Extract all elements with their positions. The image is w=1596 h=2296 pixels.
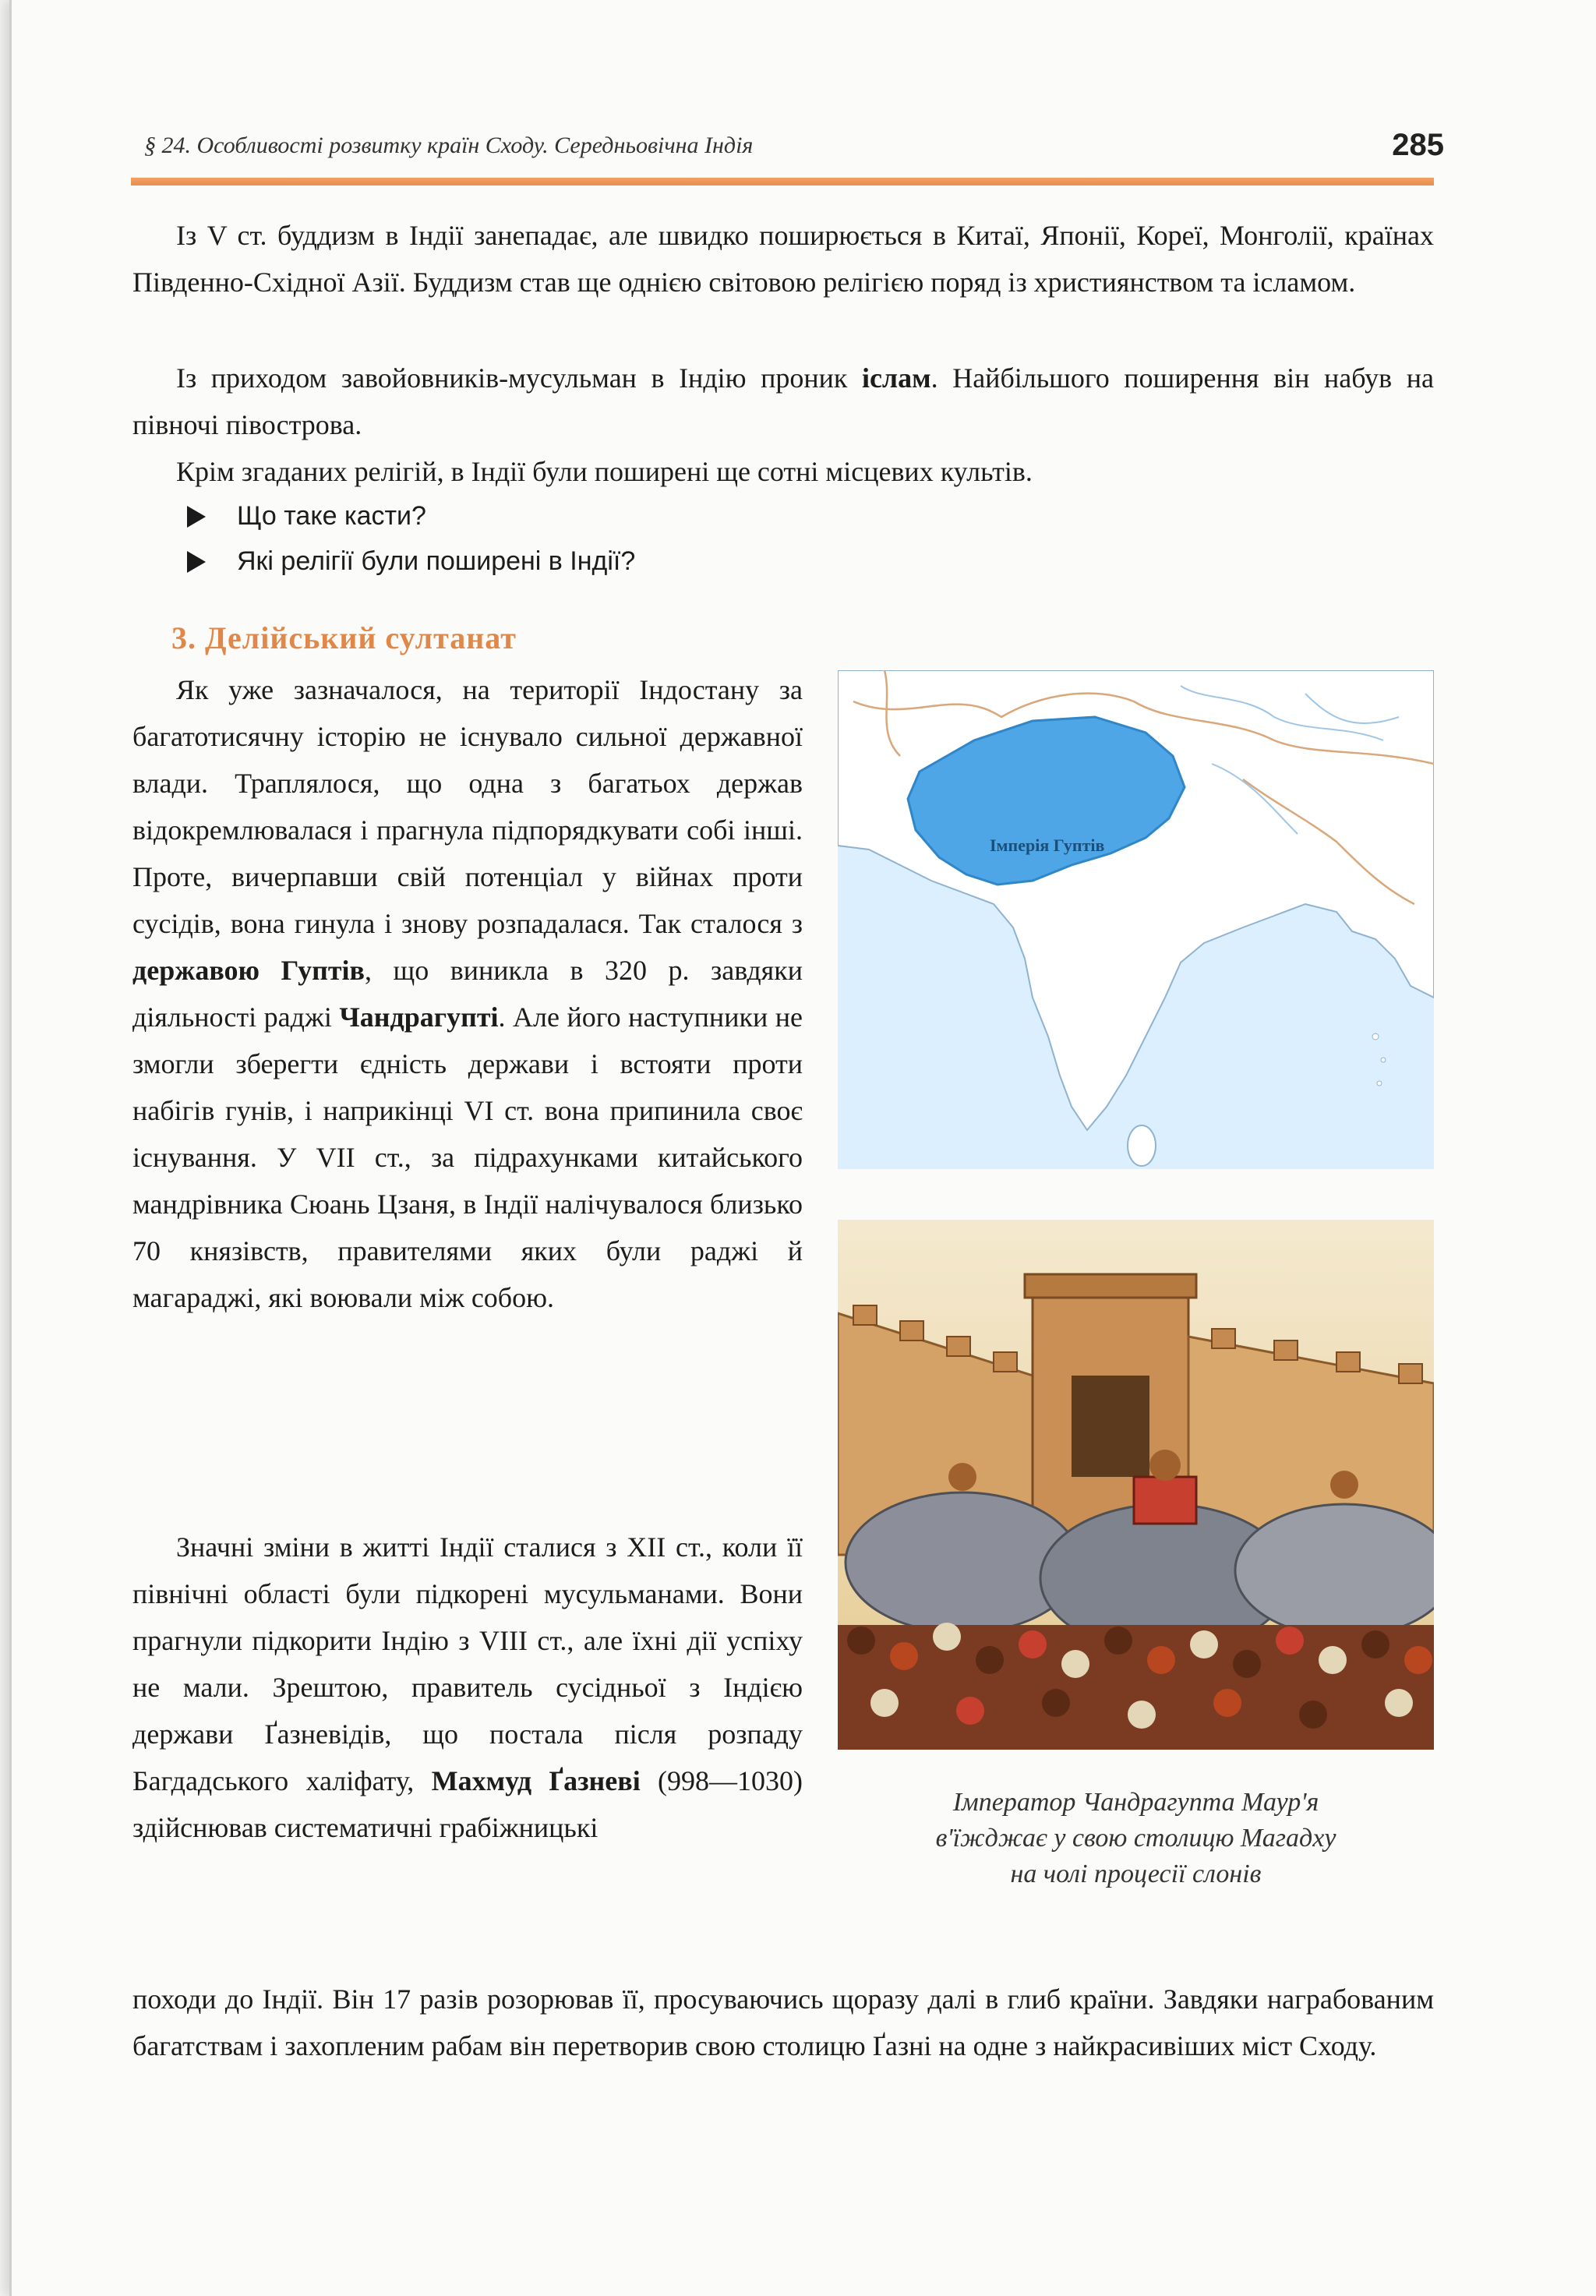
caption-line: в'їжджає у свою столицю Магадху bbox=[935, 1824, 1336, 1853]
rider bbox=[1149, 1450, 1181, 1481]
rider bbox=[948, 1463, 976, 1491]
howdah bbox=[1134, 1477, 1196, 1524]
map-island bbox=[1372, 1033, 1379, 1040]
caption-line: Імператор Чандрагупта Маур'я bbox=[952, 1788, 1319, 1817]
section-title: 3. Делійський султанат bbox=[171, 620, 517, 655]
text-fragment: . Найбільшого поширення він набув на півночі півострова. bbox=[132, 362, 1434, 440]
paragraph-raids: походи до Індії. Він 17 разів розорював її, просуваючись щоразу далі в глиб країни. Завдяки награбованим багатствам і захопленим рабам він перетворив свою столицю Ґазні на одне з найкрасивіших міст Сходу. bbox=[132, 1983, 1434, 2061]
rider bbox=[1330, 1471, 1358, 1499]
map-island bbox=[1128, 1125, 1156, 1166]
paragraph-local-cults: Крім згаданих релігій, в Індії були поширені ще сотні місцевих культів. bbox=[176, 456, 1033, 487]
question-text: Що таке касти? bbox=[237, 501, 426, 531]
text-fragment: Як уже зазначалося, на території Індостану за багатотисячну історію не існувало сильної державної влади. Траплялося, що одна з багатьох держав відокремлювалася і прагнула підпорядкувати собі інші. Проте, вичерпавши свій потенціал у війнах проти сусідів, вона гинула і знову розпадалася. Так сталося з bbox=[132, 674, 803, 939]
illustration-svg bbox=[838, 1220, 1434, 1750]
question-text: Які релігії були поширені в Індії? bbox=[237, 546, 636, 576]
text-fragment: Значні зміни в житті Індії сталися з XII ст., коли її північні області були підкорені мусульманами. Вони прагнули підкорити Індію з VIII ст., але їхні дії успіху не мали. Зрештою, правитель сусідньої з Індією держави Ґазневідів, що постала після розпаду Багдадського халіфату, bbox=[132, 1531, 803, 1796]
illustration-caption bbox=[838, 1785, 1434, 1892]
arrow-right-icon bbox=[187, 551, 206, 573]
text-fragment: (998—1030) здійснював систематичні грабіжницькі bbox=[132, 1765, 803, 1843]
term-gupta-state: державою Гуптів bbox=[132, 955, 365, 986]
illustration-elephant-procession bbox=[838, 1220, 1434, 1750]
question-item bbox=[187, 494, 426, 538]
term-islam: іслам bbox=[861, 362, 931, 394]
paragraph-islam bbox=[132, 355, 1434, 448]
map-svg bbox=[838, 670, 1434, 1169]
header-rule bbox=[131, 178, 1434, 185]
header-title: § 24. Особливості розвитку країн Сходу. Середньовічна Індія bbox=[144, 132, 754, 158]
paragraph-buddhism: Із V ст. буддизм в Індії занепадає, але швидко поширюється в Китаї, Японії, Кореї, Монголії, країнах Південно-Східної Азії. Буддизм став ще однією світовою релігією поряд із християнством та ісламом. bbox=[132, 220, 1434, 298]
question-item bbox=[187, 539, 635, 583]
text-fragment: Із приходом завойовників-мусульман в Індію проник bbox=[176, 362, 862, 394]
crowd bbox=[838, 1625, 1434, 1750]
gate-parapet bbox=[1025, 1274, 1196, 1298]
arrow-right-icon bbox=[187, 506, 206, 528]
caption-line: на чолі процесії слонів bbox=[1010, 1860, 1262, 1888]
term-chandragupta: Чандрагупті bbox=[339, 1001, 499, 1033]
page-number: 285 bbox=[1392, 128, 1444, 162]
map-island bbox=[1381, 1058, 1386, 1062]
map-gupta-empire bbox=[838, 670, 1434, 1169]
text-fragment: . Але його наступники не змогли зберегти єдність держави і встояти проти набігів гунів, і наприкінці VI ст. вона припинила своє існування. У VII ст., за підрахунками китайського мандрівника Сюань Цзаня, в Індії налічувалося близько 70 князівств, правителями яких були раджі й магараджі, які воювали між собою. bbox=[132, 1001, 803, 1313]
running-header bbox=[144, 125, 1444, 171]
map-label-gupta: Імперія Гуптів bbox=[990, 835, 1105, 855]
gate-opening bbox=[1072, 1376, 1149, 1477]
term-mahmud-ghaznavi: Махмуд Ґазневі bbox=[431, 1765, 641, 1796]
map-island bbox=[1377, 1081, 1382, 1086]
elephant bbox=[1235, 1504, 1434, 1637]
paragraph-muslims bbox=[132, 1524, 803, 1851]
text-fragment: , що виникла в 320 р. завдяки діяльності раджі bbox=[132, 955, 803, 1033]
paragraph-gupta bbox=[132, 666, 803, 1321]
